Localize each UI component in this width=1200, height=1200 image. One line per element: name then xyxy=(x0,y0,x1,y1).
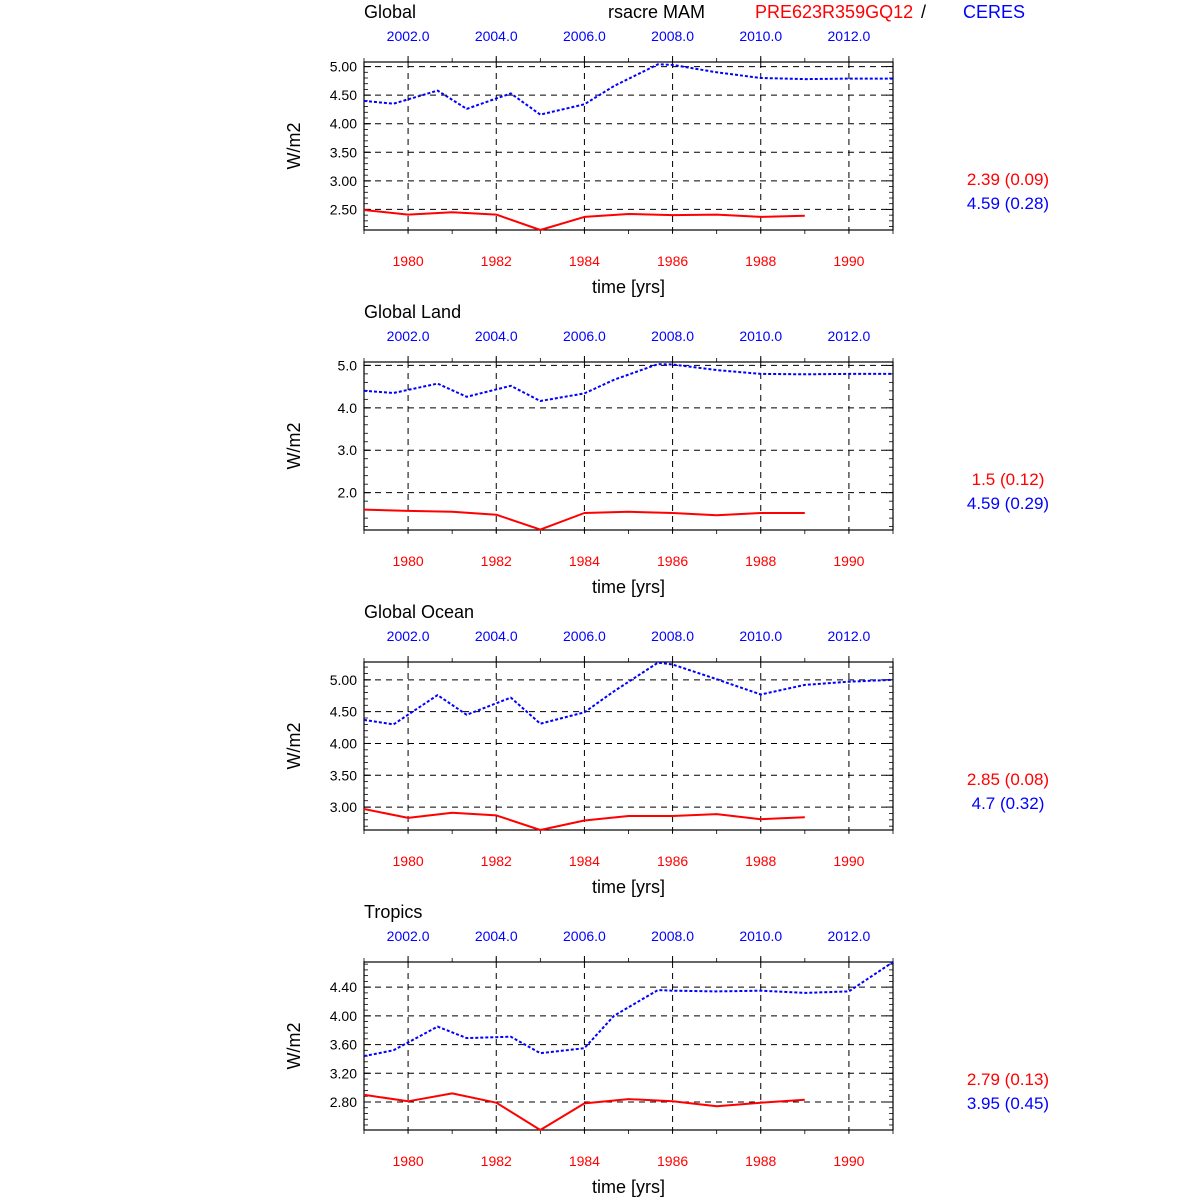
top-tick-label: 2006.0 xyxy=(563,28,606,44)
bottom-tick-label: 1986 xyxy=(657,253,689,269)
top-tick-label: 2010.0 xyxy=(739,28,783,44)
y-tick-label: 4.50 xyxy=(329,87,357,104)
model-stat-label: 2.79 (0.13) xyxy=(966,1070,1050,1089)
panel-title: Global Ocean xyxy=(364,602,475,622)
model-legend-label: PRE623R359GQ12 xyxy=(755,2,914,22)
y-tick-label: 5.00 xyxy=(329,671,357,688)
y-tick-label: 3.60 xyxy=(329,1036,357,1053)
model-stat-label: 2.85 (0.08) xyxy=(966,770,1050,789)
top-tick-label: 2006.0 xyxy=(563,628,606,644)
chart-panel-2 xyxy=(284,302,1049,597)
y-tick-label: 2.50 xyxy=(329,201,357,218)
chart-panels xyxy=(284,2,1049,1197)
figure-header xyxy=(608,2,1025,22)
top-tick-label: 2004.0 xyxy=(474,328,518,344)
bottom-tick-label: 1990 xyxy=(833,853,865,869)
y-tick-label: 2.80 xyxy=(329,1094,357,1110)
bottom-tick-label: 1988 xyxy=(745,253,777,269)
x-axis-label: time [yrs] xyxy=(591,277,666,297)
top-tick-label: 2012.0 xyxy=(827,28,871,44)
obs-stat-label: 4.59 (0.28) xyxy=(966,194,1050,213)
bottom-tick-label: 1990 xyxy=(833,1153,865,1169)
panel-title: Tropics xyxy=(364,902,423,922)
obs-series-line xyxy=(364,364,893,401)
top-tick-label: 2002.0 xyxy=(386,628,430,644)
y-tick-label: 2.0 xyxy=(337,484,357,501)
bottom-tick-label: 1984 xyxy=(568,553,600,569)
top-tick-label: 2008.0 xyxy=(651,928,694,944)
x-axis-label: time [yrs] xyxy=(591,577,666,597)
obs-stat-label: 3.95 (0.45) xyxy=(966,1094,1050,1113)
model-stat-label: 1.5 (0.12) xyxy=(971,470,1045,489)
top-tick-label: 2004.0 xyxy=(474,28,518,44)
y-tick-label: 3.00 xyxy=(329,799,357,816)
chart-panel-1 xyxy=(284,2,1049,297)
bottom-tick-label: 1982 xyxy=(480,1153,512,1169)
legend-separator: / xyxy=(921,2,927,22)
variable-label: rsacre MAM xyxy=(608,2,706,22)
top-tick-label: 2008.0 xyxy=(651,628,694,644)
bottom-tick-label: 1988 xyxy=(745,553,777,569)
top-tick-label: 2010.0 xyxy=(739,328,783,344)
top-tick-label: 2012.0 xyxy=(827,928,871,944)
top-tick-label: 2002.0 xyxy=(386,328,430,344)
x-axis-label: time [yrs] xyxy=(591,877,666,897)
top-tick-label: 2006.0 xyxy=(563,328,606,344)
obs-series-line xyxy=(364,64,893,114)
y-tick-label: 4.00 xyxy=(329,1007,357,1024)
top-tick-label: 2004.0 xyxy=(474,628,518,644)
bottom-tick-label: 1986 xyxy=(657,853,689,869)
bottom-tick-label: 1984 xyxy=(568,253,600,269)
panel-title: Global xyxy=(364,2,417,22)
obs-stat-label: 4.7 (0.32) xyxy=(971,794,1045,813)
chart-panel-4 xyxy=(284,902,1049,1197)
chart-panel-3 xyxy=(284,602,1049,897)
y-tick-label: 5.0 xyxy=(337,357,357,374)
bottom-tick-label: 1980 xyxy=(392,253,424,269)
obs-legend-label: CERES xyxy=(963,2,1026,22)
y-tick-label: 4.50 xyxy=(329,703,357,720)
bottom-tick-label: 1980 xyxy=(392,553,424,569)
bottom-tick-label: 1988 xyxy=(745,1153,777,1169)
bottom-tick-label: 1986 xyxy=(657,1153,689,1169)
plot-frame xyxy=(364,62,893,230)
bottom-tick-label: 1982 xyxy=(480,553,512,569)
y-tick-label: 3.50 xyxy=(329,144,357,161)
bottom-tick-label: 1980 xyxy=(392,853,424,869)
bottom-tick-label: 1990 xyxy=(833,253,865,269)
top-tick-label: 2002.0 xyxy=(386,928,430,944)
y-tick-label: 4.00 xyxy=(329,115,357,132)
y-tick-label: 5.00 xyxy=(329,58,357,75)
top-tick-label: 2004.0 xyxy=(474,928,518,944)
y-tick-label: 3.00 xyxy=(329,172,357,189)
panel-title: Global Land xyxy=(364,302,462,322)
bottom-tick-label: 1988 xyxy=(745,853,777,869)
bottom-tick-label: 1982 xyxy=(480,853,512,869)
x-axis-label: time [yrs] xyxy=(591,1177,666,1197)
y-tick-label: 3.20 xyxy=(329,1065,357,1082)
bottom-tick-label: 1986 xyxy=(657,553,689,569)
model-series-line xyxy=(364,809,805,830)
top-tick-label: 2010.0 xyxy=(739,628,783,644)
y-axis-label: W/m2 xyxy=(284,422,304,470)
y-tick-label: 4.0 xyxy=(337,399,357,416)
plot-frame xyxy=(364,662,893,830)
y-tick-label: 3.0 xyxy=(337,442,357,459)
y-axis-label: W/m2 xyxy=(284,722,304,770)
top-tick-label: 2012.0 xyxy=(827,328,871,344)
model-stat-label: 2.39 (0.09) xyxy=(966,170,1050,189)
top-tick-label: 2006.0 xyxy=(563,928,606,944)
bottom-tick-label: 1980 xyxy=(392,1153,424,1169)
y-tick-label: 4.40 xyxy=(329,979,357,996)
bottom-tick-label: 1984 xyxy=(568,853,600,869)
obs-series-line xyxy=(364,962,893,1056)
top-tick-label: 2008.0 xyxy=(651,28,694,44)
top-tick-label: 2008.0 xyxy=(651,328,694,344)
top-tick-label: 2012.0 xyxy=(827,628,871,644)
obs-stat-label: 4.59 (0.29) xyxy=(966,494,1050,513)
bottom-tick-label: 1990 xyxy=(833,553,865,569)
obs-series-line xyxy=(364,663,893,725)
bottom-tick-label: 1982 xyxy=(480,253,512,269)
y-axis-label: W/m2 xyxy=(284,122,304,170)
top-tick-label: 2010.0 xyxy=(739,928,783,944)
bottom-tick-label: 1984 xyxy=(568,1153,600,1169)
y-axis-label: W/m2 xyxy=(284,1022,304,1070)
y-tick-label: 4.00 xyxy=(329,735,357,752)
y-tick-label: 3.50 xyxy=(329,767,357,784)
top-tick-label: 2002.0 xyxy=(386,28,430,44)
